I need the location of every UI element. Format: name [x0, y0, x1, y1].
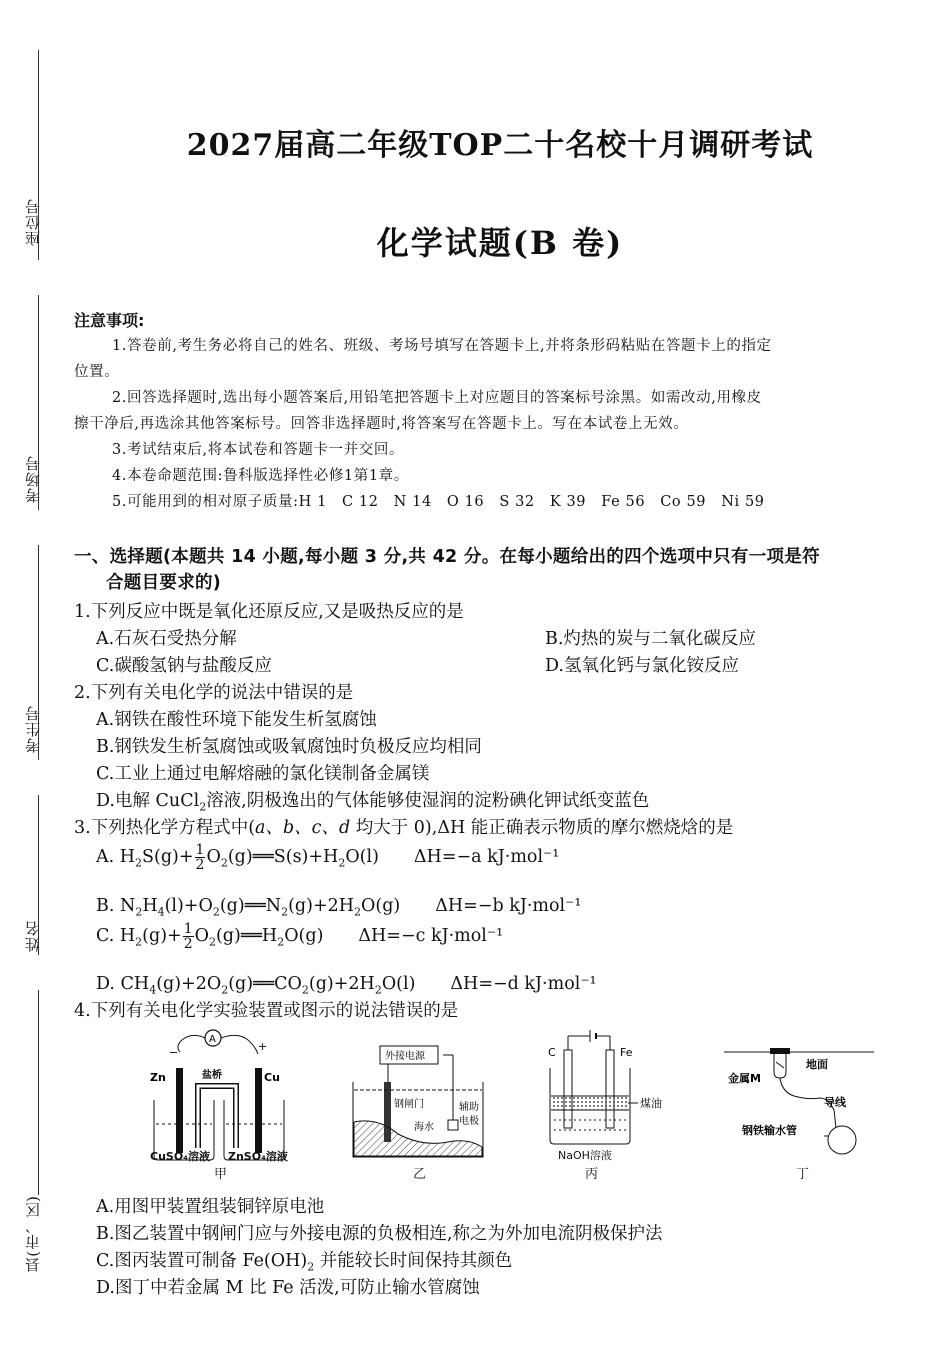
note-line: 3.考试结束后,将本试卷和答题卡一并交回。: [112, 442, 405, 458]
gate-label: 钢闸门: [394, 1099, 424, 1110]
q3-option-d: D. $CH_4(g)+2O_2(g)══CO_2(g)+2H_2O(l)$ ΔH=−d kJ·mol⁻¹: [96, 974, 597, 997]
ground-label: 地面: [806, 1058, 828, 1071]
notes-heading: 注意事项:: [74, 311, 145, 330]
figure-yi: [348, 1042, 488, 1162]
note-line: 擦干净后,再选涂其他答案标号。回答非选择题时,将答案写在答题卡上。写在本试卷上无效。: [74, 416, 689, 432]
aux-label-1: 辅助: [459, 1102, 479, 1113]
margin-label-student-id: 考生号: [24, 705, 42, 753]
figure-bing: [540, 1028, 680, 1153]
svg-text:+: +: [258, 1040, 268, 1053]
q3-option-b: B. $N_2H_4(l)+O_2(g)══N_2(g)+2H_2O(g)$ ΔH=−b kJ·mol⁻¹: [96, 896, 582, 919]
note-line: 5.可能用到的相对原子质量:H 1 C 12 N 14 O 16 S 32 K 39 Fe 56 Co 59 Ni 59: [112, 494, 765, 510]
cu-label: Cu: [264, 1071, 280, 1084]
ammeter-label: A: [209, 1034, 216, 1045]
fig-caption-jia: 甲: [214, 1167, 228, 1182]
aux-label-2: 电极: [459, 1116, 479, 1127]
q1-option-d: D.氢氧化钙与氯化铵反应: [545, 656, 739, 676]
metal-m-label: 金属M: [728, 1072, 761, 1085]
note-line: 4.本卷命题范围:鲁科版选择性必修1第1章。: [112, 468, 409, 484]
fig-jia-znso4-label: ZnSO₄溶液: [228, 1150, 288, 1163]
q2-option-a: A.钢铁在酸性环境下能发生析氢腐蚀: [96, 710, 377, 730]
margin-label-room: 考场号: [24, 455, 42, 503]
c-label: C: [548, 1046, 556, 1059]
section-heading-line2: 合题目要求的): [106, 573, 222, 593]
note-line: 2.回答选择题时,选出每小题答案后,用铅笔把答题卡上对应题目的答案标号涂黑。如需改动,用橡皮: [112, 390, 762, 406]
figure-ding: [724, 1028, 884, 1163]
q4-option-d: D.图丁中若金属 M 比 Fe 活泼,可防止输水管腐蚀: [96, 1278, 480, 1298]
fig-caption-bing: 丙: [585, 1167, 599, 1182]
exam-title: 2027届高二年级TOP二十名校十月调研考试: [186, 128, 814, 163]
svg-text:−: −: [169, 1046, 179, 1059]
exam-subtitle: 化学试题(B 卷): [376, 224, 624, 262]
margin-label-county: 县(市、区): [24, 1195, 42, 1273]
q1-option-b: B.灼热的炭与二氧化碳反应: [545, 629, 756, 649]
q3-stem: 3.下列热化学方程式中(a、b、c、d 均大于 0),ΔH 能正确表示物质的摩尔燃烧焓的是: [74, 818, 734, 838]
seawater-label: 海水: [414, 1122, 434, 1133]
q3-option-c: C. $H_2(g)+$ $\frac{1}{2}$ $O_2(g)══H_2O(g)$ ΔH=−c kJ·mol⁻¹: [96, 921, 504, 952]
wire-label: 导线: [824, 1096, 846, 1109]
power-label: 外接电源: [385, 1051, 425, 1062]
figure-jia: [140, 1028, 300, 1168]
q1-option-c: C.碳酸氢钠与盐酸反应: [96, 656, 272, 676]
q1-stem: 1.下列反应中既是氧化还原反应,又是吸热反应的是: [74, 602, 464, 622]
section-heading: [74, 544, 940, 596]
zn-label: Zn: [150, 1071, 166, 1084]
fe-label: Fe: [620, 1046, 633, 1059]
margin-label-seat: 座位号: [24, 198, 42, 246]
section-heading-line1: 一、选择题(本题共 14 小题,每小题 3 分,共 42 分。在每小题给出的四个选项中只有一项是符: [74, 547, 820, 567]
q2-stem: 2.下列有关电化学的说法中错误的是: [74, 683, 354, 703]
q2-option-c: C.工业上通过电解熔融的氯化镁制备金属镁: [96, 764, 430, 784]
margin-label-name: 姓名: [24, 920, 42, 952]
q2-option-d: D.电解 CuCl$_2$溶液,阴极逸出的气体能够使湿润的淀粉碘化钾试纸变蓝色: [96, 791, 650, 814]
kerosene-label: 煤油: [640, 1097, 662, 1110]
q3-option-a: A. $H_2S(g)+$ $\frac{1}{2}$ $O_2(g)══S(s)+H_2O(l)$ ΔH=−a kJ·mol⁻¹: [96, 842, 560, 873]
note-line: 位置。: [74, 364, 120, 380]
q4-option-b: B.图乙装置中钢闸门应与外接电源的负极相连,称之为外加电流阴极保护法: [96, 1224, 663, 1244]
q4-option-a: A.用图甲装置组装铜锌原电池: [96, 1197, 325, 1217]
note-line: 1.答卷前,考生务必将自己的姓名、班级、考场号填写在答题卡上,并将条形码粘贴在答题卡上的指定: [112, 338, 772, 354]
pipe-label: 钢铁输水管: [742, 1124, 797, 1137]
q4-option-c: C.图丙装置可制备 $Fe(OH)_2$ 并能较长时间保持其颜色: [96, 1251, 513, 1274]
fig-jia-cuso4-label: CuSO₄溶液: [150, 1150, 210, 1163]
fig-bing-naoh-label: NaOH溶液: [558, 1149, 612, 1162]
salt-bridge-label: 盐桥: [202, 1070, 222, 1081]
q4-stem: 4.下列有关电化学实验装置或图示的说法错误的是: [74, 1001, 459, 1021]
margin-line: [38, 990, 39, 1195]
fig-caption-yi: 乙: [413, 1167, 427, 1182]
q2-option-b: B.钢铁发生析氢腐蚀或吸氧腐蚀时负极反应均相同: [96, 737, 482, 757]
q1-option-a: A.石灰石受热分解: [96, 629, 237, 649]
fig-caption-ding: 丁: [796, 1167, 810, 1182]
